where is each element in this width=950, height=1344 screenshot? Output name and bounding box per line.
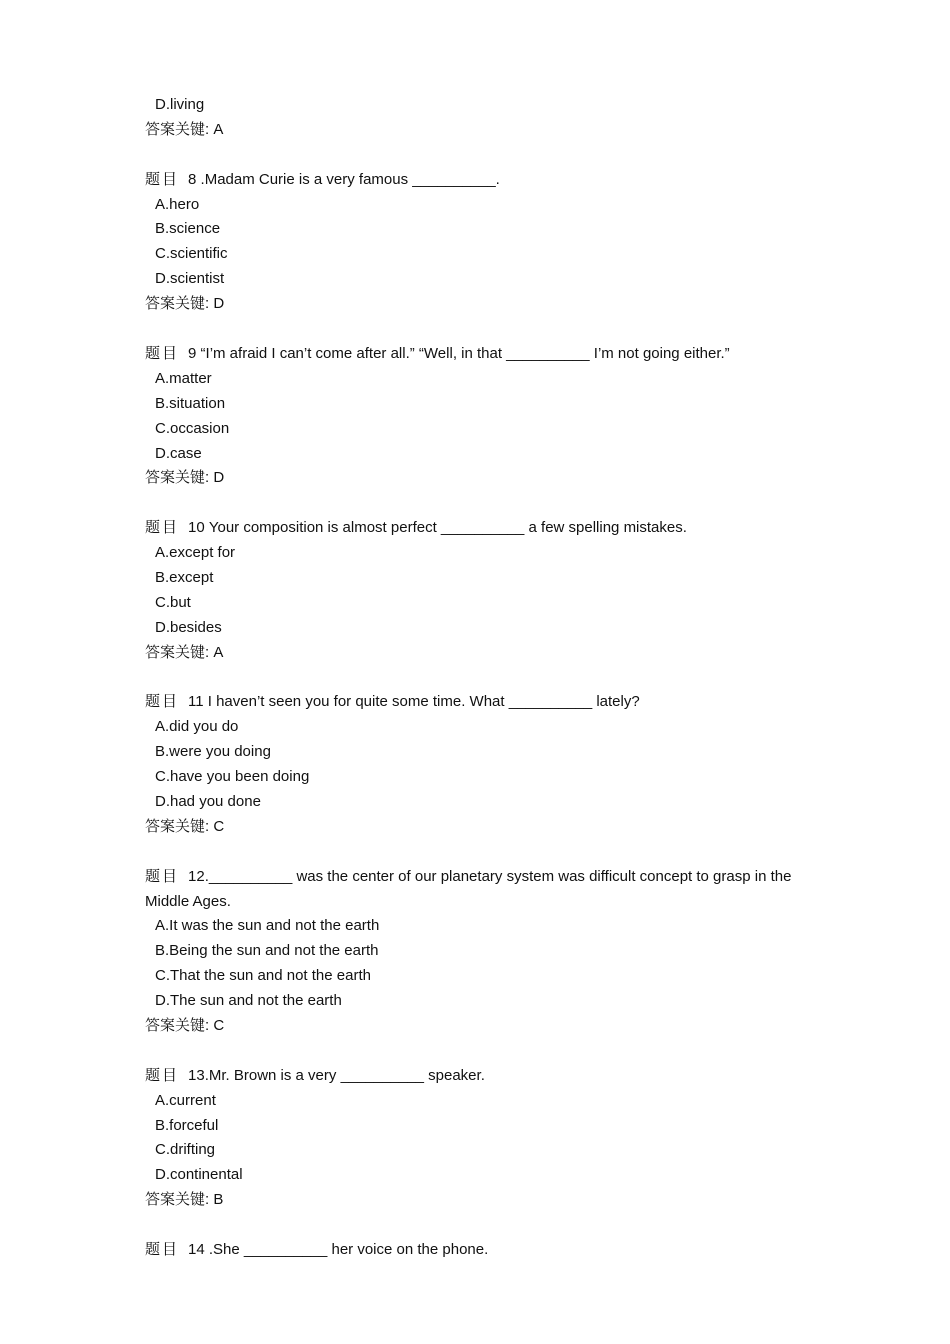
option-a: A.except for <box>155 544 236 562</box>
question-label: 题目 <box>145 170 180 188</box>
answer-key-value: : B <box>205 1191 224 1209</box>
option-b: B.situation <box>155 394 226 412</box>
question-stem <box>145 168 825 193</box>
option-d: D.living <box>155 96 205 113</box>
question-fragment <box>145 93 825 143</box>
option-d: D.had you done <box>155 793 261 810</box>
option-d: D.scientist <box>155 270 225 288</box>
question-text: 12.__________ was the center of our planetary system was difficult concept to grasp in the <box>188 867 792 885</box>
spacer <box>145 143 825 168</box>
question-stem <box>145 342 825 367</box>
spacer <box>145 1039 825 1064</box>
question-text-continued: Middle Ages. <box>145 892 231 910</box>
answer-key-value: : C <box>205 1017 225 1035</box>
option-a: A.matter <box>155 369 212 387</box>
spacer <box>145 491 825 516</box>
option-b: B.Being the sun and not the earth <box>155 942 379 960</box>
question-10 <box>145 516 825 665</box>
question-stem <box>145 690 825 715</box>
question-label: 题目 <box>145 1241 180 1259</box>
answer-key <box>145 815 825 840</box>
answer-key-value: : D <box>205 295 225 313</box>
option-d: D.case <box>155 444 202 462</box>
option-c: C.scientific <box>155 245 228 263</box>
answer-key-label: 答案关键 <box>145 1017 206 1035</box>
question-12 <box>145 865 825 1039</box>
answer-key-value: : A <box>205 643 224 661</box>
answer-key <box>145 641 825 666</box>
option-a: A.current <box>155 1091 216 1109</box>
option-d: D.besides <box>155 618 222 636</box>
spacer <box>145 317 825 342</box>
answer-key-label: 答案关键 <box>145 120 206 138</box>
answer-key <box>145 292 825 317</box>
question-stem <box>145 865 825 890</box>
answer-key-label: 答案关键 <box>145 643 206 661</box>
spacer <box>145 666 825 691</box>
option-c: C.occasion <box>155 419 230 437</box>
question-stem <box>145 516 825 541</box>
answer-key <box>145 1188 825 1213</box>
option-b: B.except <box>155 568 214 586</box>
answer-key-value: : C <box>205 817 225 835</box>
option-d: D.continental <box>155 1166 243 1184</box>
answer-key-label: 答案关键 <box>145 1191 206 1209</box>
question-text: 9 “I’m afraid I can’t come after all.” “Well, in that __________ I’m not going either.” <box>188 344 730 362</box>
spacer <box>145 840 825 865</box>
question-text: 13.Mr. Brown is a very __________ speaker. <box>188 1066 485 1084</box>
question-label: 题目 <box>145 1066 180 1084</box>
question-label: 题目 <box>145 693 180 711</box>
answer-key <box>145 1014 825 1039</box>
answer-key-label: 答案关键 <box>145 817 206 835</box>
answer-key-label: 答案关键 <box>145 469 206 487</box>
question-stem <box>145 1064 825 1089</box>
question-stem <box>145 1238 825 1263</box>
option-c: C.That the sun and not the earth <box>155 967 371 985</box>
question-label: 题目 <box>145 867 180 885</box>
question-11 <box>145 690 825 839</box>
question-text: 14 .She __________ her voice on the phone. <box>188 1241 489 1259</box>
option-c: C.but <box>155 593 191 611</box>
question-9 <box>145 342 825 491</box>
question-13 <box>145 1064 825 1213</box>
question-text: 11 I haven’t seen you for quite some time. What __________ lately? <box>188 693 640 711</box>
question-text: 8 .Madam Curie is a very famous __________. <box>188 170 500 188</box>
option-b: B.science <box>155 220 221 238</box>
answer-key-label: 答案关键 <box>145 295 206 313</box>
question-label: 题目 <box>145 519 180 537</box>
question-label: 题目 <box>145 344 180 362</box>
option-a: A.did you do <box>155 718 239 736</box>
answer-key <box>145 466 825 491</box>
option-c: C.drifting <box>155 1141 216 1159</box>
option-d: D.The sun and not the earth <box>155 992 342 1010</box>
option-c: C.have you been doing <box>155 768 310 786</box>
option-b: B.forceful <box>155 1116 219 1134</box>
question-14 <box>145 1238 825 1263</box>
option-a: A.hero <box>155 195 200 213</box>
question-8 <box>145 168 825 317</box>
question-text: 10 Your composition is almost perfect __________ a few spelling mistakes. <box>188 519 687 537</box>
option-a: A.It was the sun and not the earth <box>155 917 380 935</box>
answer-key-value: : A <box>205 120 224 138</box>
spacer <box>145 1213 825 1238</box>
document-content <box>145 93 825 1263</box>
answer-key-value: : D <box>205 469 225 487</box>
answer-key <box>145 118 825 143</box>
option-b: B.were you doing <box>155 743 271 761</box>
